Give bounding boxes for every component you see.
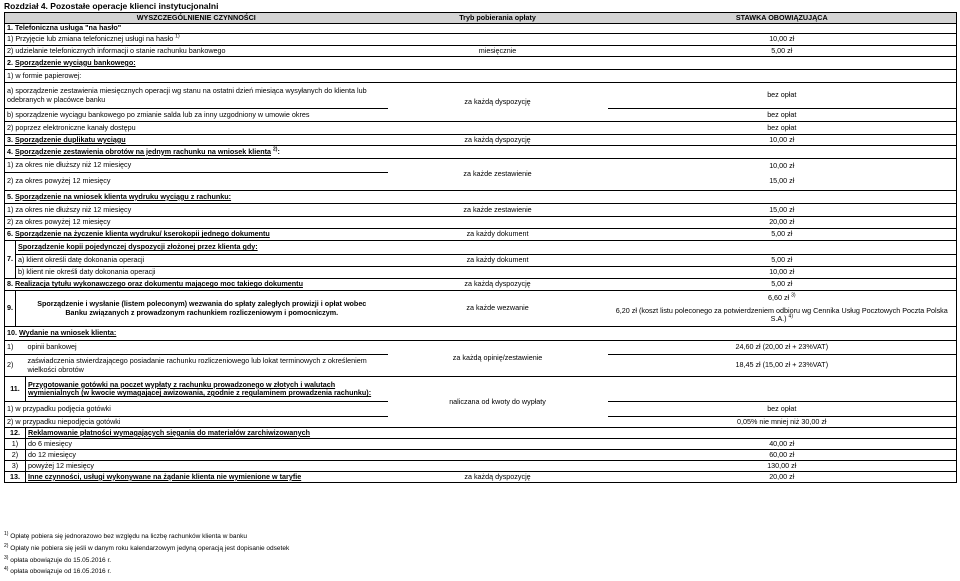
- row-description: a) klient określi datę dokonania operacji: [16, 255, 388, 267]
- section-number: 4.: [7, 146, 13, 156]
- row-fee: 0,05% nie mniej niż 30,00 zł: [608, 417, 957, 428]
- section-number: 7.: [5, 241, 16, 279]
- row-fee: 40,00 zł: [608, 439, 957, 450]
- footnote-ref: 3): [791, 292, 796, 299]
- row-description: 2) udzielanie telefonicznych informacji o stanie rachunku bankowego: [5, 46, 388, 57]
- section-title: Telefoniczna usługa "na hasło": [15, 23, 122, 33]
- row-description: 1) za okres nie dłuższy niż 12 miesięcy: [5, 159, 388, 173]
- row-fee: 18,45 zł (15,00 zł + 23%VAT): [608, 355, 957, 377]
- footnote-1: $^{1)}$ Opłatę pobiera się jednorazowo bez względu na liczbę rachunków klienta w banku: [4, 530, 247, 540]
- section-title: Inne czynności, usługi wykonywane na żądanie klienta nie wymienione w taryfie: [28, 471, 302, 481]
- section-title: Realizacja tytułu wykonawczego oraz dokumentu mającego moc takiego dokumentu: [15, 279, 303, 289]
- row-fee: 10,00 zł: [608, 159, 957, 173]
- row-mode: za każde zestawienie: [388, 204, 608, 217]
- section-13-row: [5, 472, 957, 483]
- row-mode: za każdą dyspozycję: [388, 83, 608, 122]
- row-fee: 10,00 zł: [608, 34, 957, 46]
- row-fee: 10,00 zł: [608, 267, 957, 279]
- row-mode: za każdy dokument: [388, 229, 608, 241]
- section-title: Sporządzenie na życzenie klienta wydruku/ kserokopii jednego dokumentu: [15, 229, 270, 239]
- section-title-tail: :: [277, 146, 280, 156]
- section-title: Sporządzenie zestawienia obrotów na jednym rachunku na wniosek klienta: [15, 146, 272, 156]
- row-description: 2) za okres powyżej 12 miesięcy: [5, 217, 388, 229]
- row-description: 1) w przypadku podjęcia gotówki: [5, 402, 388, 417]
- section-7-header: [5, 241, 957, 255]
- section-number: 2.: [7, 57, 13, 67]
- table-row: [5, 70, 957, 83]
- section-2-header: [5, 57, 957, 70]
- section-11-header: [5, 377, 957, 402]
- section-6-row: [5, 229, 957, 241]
- table-row: [5, 46, 957, 57]
- row-description: 1) Przyjęcie lub zmiana telefonicznej usługi na hasło: [7, 34, 174, 44]
- section-number: 11.: [5, 377, 26, 402]
- footnote-4: $^{4)}$ opłata obowiązuje od 16.05.2016 r.: [4, 565, 112, 575]
- row-mode: za każdą dyspozycję: [388, 135, 608, 146]
- section-number: 1.: [7, 23, 13, 33]
- row-description: 2) poprzez elektroniczne kanały dostępu: [5, 122, 388, 135]
- row-mode: za każde wezwanie: [388, 291, 608, 327]
- section-1-header: [5, 24, 957, 34]
- row-mode: miesięcznie: [388, 46, 608, 57]
- section-title: Wydanie na wniosek klienta:: [19, 328, 117, 338]
- section-title: Sporządzenie wyciągu bankowego:: [15, 57, 136, 67]
- row-fee: bez opłat: [608, 402, 957, 417]
- fee-table: [4, 12, 957, 483]
- row-fee: 15,00 zł: [608, 204, 957, 217]
- section-number: 10.: [7, 328, 17, 338]
- footnote-ref: 4): [788, 313, 793, 320]
- section-8-row: [5, 279, 957, 291]
- row-fee: 5,00 zł: [608, 46, 957, 57]
- section-title: Przygotowanie gotówki na poczet wypłaty z rachunku prowadzonego w złotych i walutach wymienialnych (w kwocie wymagającej awizowania, zgodnie z regulaminem prowadzenia rachunku):: [28, 379, 372, 397]
- fee-from-may: 6,20 zł (koszt listu poleconego za potwierdzeniem odbioru wg Cennika Usług Pocztowych Poczta Polska S.A.): [615, 305, 948, 324]
- table-row: [5, 217, 957, 229]
- row-mode: za każde zestawienie: [388, 159, 608, 191]
- row-number: 2): [5, 355, 26, 377]
- row-description: 1) za okres nie dłuższy niż 12 miesięcy: [5, 204, 388, 217]
- table-row: [5, 267, 957, 279]
- row-fee: 130,00 zł: [608, 461, 957, 472]
- section-title: Reklamowanie płatności wymagających sięgania do materiałów zarchiwizowanych: [28, 427, 311, 437]
- row-number: 2): [5, 450, 26, 461]
- row-fee: 5,00 zł: [608, 255, 957, 267]
- table-row: [5, 450, 957, 461]
- section-3-row: [5, 135, 957, 146]
- section-number: 8.: [7, 279, 13, 289]
- row-description: do 6 miesięcy: [26, 439, 388, 450]
- header-rate: STAWKA OBOWIĄZUJĄCA: [608, 13, 957, 24]
- row-fee: bez opłat: [608, 83, 957, 109]
- row-description: a) sporządzenie zestawienia miesięcznych operacji wg stanu na ostatni dzień miesiąca wysyłanych do klienta lub odebranych w placówce banku: [5, 83, 388, 109]
- section-9-row: [5, 291, 957, 305]
- footnote-2: $^{2)}$ Opłaty nie pobiera się jeśli w danym roku kalendarzowym jedyną operacją jest dopisanie odsetek: [4, 542, 290, 552]
- section-4-header: [5, 146, 957, 159]
- row-description: 2) za okres powyżej 12 miesięcy: [5, 173, 388, 191]
- row-number: 3): [5, 461, 26, 472]
- section-number: 6.: [7, 229, 13, 239]
- row-mode: za każdą opinię/zestawienie: [388, 341, 608, 377]
- row-fee: 24,60 zł (20,00 zł + 23%VAT): [608, 341, 957, 355]
- row-description: b) klient nie określi daty dokonania operacji: [16, 267, 388, 279]
- section-12-header: [5, 428, 957, 439]
- row-description: opinii bankowej: [26, 341, 388, 355]
- table-header: [5, 13, 957, 24]
- row-number: 1): [5, 341, 26, 355]
- row-fee: 20,00 zł: [608, 217, 957, 229]
- row-description: 1) w formie papierowej:: [5, 70, 388, 83]
- row-fee: 5,00 zł: [608, 279, 957, 291]
- row-description: 2) w przypadku niepodjęcia gotówki: [5, 417, 388, 428]
- section-number: 5.: [7, 191, 13, 201]
- section-number: 3.: [7, 134, 13, 144]
- row-fee: 20,00 zł: [608, 472, 957, 483]
- table-row: [5, 461, 957, 472]
- footnote-3: $^{3)}$ opłata obowiązuje do 15.05.2016 r.: [4, 554, 112, 564]
- row-description: powyżej 12 miesięcy: [26, 461, 388, 472]
- row-fee: 15,00 zł: [608, 173, 957, 191]
- row-mode: naliczana od kwoty do wypłaty: [388, 377, 608, 428]
- row-description: zaświadczenia stwierdzającego posiadanie rachunku rozliczeniowego lub lokat terminowych z określeniem wielkości obrotów: [26, 355, 388, 377]
- table-row: [5, 204, 957, 217]
- row-number: 1): [5, 439, 26, 450]
- row-description: b) sporządzenie wyciągu bankowego po zmianie salda lub za inny uzgodniony w umowie okres: [5, 109, 388, 122]
- section-title: Sporządzenie i wysłanie (listem poleconym) wezwania do spłaty zaległych prowizji i opłat wobec Banku związanych z prowadzonym rachunkiem rozliczeniowym i pomocniczym.: [16, 291, 388, 327]
- section-5-header: [5, 191, 957, 204]
- section-number: 12.: [5, 428, 26, 439]
- footnote-ref: 2): [273, 146, 278, 153]
- table-row: [5, 439, 957, 450]
- table-row: [5, 341, 957, 355]
- row-fee: 60,00 zł: [608, 450, 957, 461]
- section-number: 13.: [5, 472, 26, 483]
- table-row: [5, 83, 957, 109]
- section-10-header: [5, 327, 957, 341]
- table-row: [5, 122, 957, 135]
- section-number: 9.: [5, 291, 16, 327]
- row-mode: za każdą dyspozycję: [388, 279, 608, 291]
- document-title: Rozdział 4. Pozostałe operacje klienci instytucjonalni: [4, 1, 219, 11]
- fee-until-may: 6,60 zł: [767, 292, 790, 302]
- row-fee: 10,00 zł: [608, 135, 957, 146]
- row-fee: bez opłat: [608, 109, 957, 122]
- table-row: [5, 34, 957, 46]
- header-mode: Tryb pobierania opłaty: [388, 13, 608, 24]
- row-fee: 5,00 zł: [608, 229, 957, 241]
- section-title: Sporządzenie na wniosek klienta wydruku wyciągu z rachunku:: [15, 191, 232, 201]
- table-row: [5, 159, 957, 173]
- header-description: WYSZCZEGÓLNIENIE CZYNNOŚCI: [5, 13, 388, 24]
- section-title: Sporządzenie kopii pojedynczej dyspozycji złożonej przez klienta gdy:: [18, 242, 258, 252]
- table-row: [5, 255, 957, 267]
- row-mode: za każdą dyspozycję: [388, 472, 608, 483]
- row-mode: za każdy dokument: [388, 255, 608, 267]
- row-fee: bez opłat: [608, 122, 957, 135]
- footnote-ref: 1): [175, 33, 180, 40]
- row-description: do 12 miesięcy: [26, 450, 388, 461]
- section-title: Sporządzenie duplikatu wyciągu: [15, 134, 126, 144]
